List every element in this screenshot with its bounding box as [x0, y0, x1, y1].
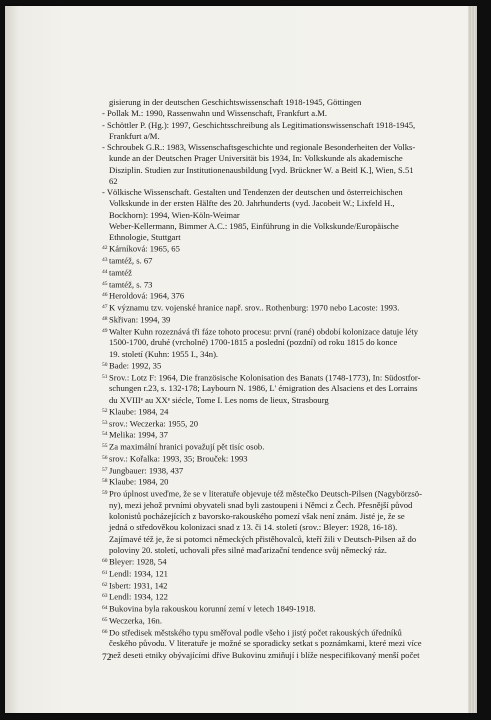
footnote-line-60 [102, 556, 475, 568]
footnote-line-56 [102, 453, 475, 465]
text-line [102, 383, 475, 394]
footnote-number: 44 [102, 268, 108, 275]
text-line [102, 545, 475, 556]
footnote-line-42 [102, 243, 475, 255]
footnote-line-51 [102, 372, 475, 384]
footnote-line-64 [102, 603, 475, 615]
footnote-line-58 [102, 476, 475, 488]
page-number: 72 [102, 653, 112, 663]
footnote-number: 46 [102, 292, 108, 299]
footnote-number: 55 [102, 443, 108, 449]
text-line [102, 534, 475, 545]
text-line [102, 131, 475, 142]
text-line [102, 337, 475, 348]
text-line [102, 108, 475, 119]
footnote-line-62 [102, 580, 475, 592]
footnote-number: 56 [102, 454, 108, 461]
footnote-line-57 [102, 465, 475, 477]
footnote-text: než deseti etniky obývajícími dříve Bukovinu zmiňují i blíže nespecifikovaný menší počet [109, 649, 420, 660]
footnote-text: Lendl: 1934, 121 [109, 568, 168, 579]
footnote-text: Frankfurt a/M. [109, 130, 160, 141]
footnote-number: 42 [102, 245, 108, 252]
text-line [102, 522, 475, 533]
footnote-number: 49 [102, 327, 108, 334]
footnote-line-53 [102, 418, 475, 430]
footnote-text: ny), mezi jehož prvními obyvateli snad byli zastoupeni i Němci z Čech. Přesnější původ [109, 499, 413, 510]
footnote-text: Melika: 1994, 37 [109, 429, 168, 440]
text-line [102, 395, 475, 406]
footnote-text: tamtéž, s. 73 [109, 279, 153, 289]
text-line [102, 210, 475, 221]
footnote-line-63 [102, 591, 475, 603]
text-line [102, 187, 475, 198]
footnote-text: Weber-Kellermann, Bimmer A.C.: 1985, Einführung in die Volkskunde/Europäische [109, 220, 399, 231]
footnote-text: Bleyer: 1928, 54 [109, 556, 167, 567]
text-line [102, 650, 475, 661]
footnote-text: Bockhorn): 1994, Wien-Köln-Weimar [109, 209, 240, 220]
footnote-number: 66 [102, 628, 108, 635]
text-line [102, 176, 475, 187]
footnote-text: Klaube: 1984, 24 [109, 406, 169, 417]
footnote-text: Heroldová: 1964, 376 [109, 290, 185, 301]
footnote-number: 65 [102, 616, 108, 623]
footnote-text: - Schroubek G.R.: 1983, Wissenschaftsgeschichte und regionale Besonderheiten der Volks- [102, 142, 416, 152]
footnote-text: Disziplin. Studien zur Institutionenausbildung [vyd. Brückner W. a Beitl K.], Wien, S.51 [109, 164, 414, 175]
footnote-text: Srov.: Lotz F: 1964, Die französische Kolonisation des Banats (1748-1773), In: Südostfor- [109, 372, 421, 382]
footnote-text: Volkskunde in der ersten Hälfte des 20. Jahrhunderts (vyd. Jacobeit W.; Lixfeld H., [109, 198, 395, 209]
footnote-line-55 [102, 441, 475, 453]
footnote-number: 52 [102, 407, 108, 414]
footnote-text: Bade: 1992, 35 [109, 360, 162, 371]
footnote-text: K významu tzv. vojenské hranice např. srov.. Rothenburg: 1970 nebo Lacoste: 1993. [109, 302, 400, 313]
text-line [102, 500, 475, 511]
footnote-text: kunde an der Deutschen Prager Universität bis 1934, In: Volkskunde als akademische [109, 153, 403, 164]
footnote-line-47 [102, 302, 475, 314]
footnote-text: srov.: Kořalka: 1993, 35; Brouček: 1993 [109, 453, 248, 464]
footnote-text: Walter Kuhn rozeznává tři fáze tohoto procesu: první (rané) období kolonizace datuje léty [109, 326, 419, 336]
footnote-line-52 [102, 406, 475, 418]
text-line [102, 221, 475, 232]
footnote-number: 51 [102, 373, 108, 380]
footnote-text: 19. století (Kuhn: 1955 I., 34n). [109, 348, 219, 359]
footnote-number: 63 [102, 593, 108, 600]
footnote-text: du XVIIIᵉ au XXᵉ siécle, Tome I. Les noms de lieux, Strasbourg [109, 394, 329, 405]
footnote-line-54 [102, 429, 475, 441]
footnote-text: Za maximální hranici považují pět tisíc osob. [109, 441, 265, 452]
text-line [102, 97, 475, 108]
footnote-line-45 [102, 279, 475, 291]
footnote-line-65 [102, 615, 475, 627]
footnote-text: kolonistů pocházejících z bavorsko-rakouského pomezí však není znám. Jisté je, že se [109, 511, 405, 521]
footnote-text: jedná o středověkou kolonizaci snad z 13. či 14. století (srov.: Bleyer: 1928, 16-18). [109, 522, 398, 533]
footnote-line-49 [102, 326, 475, 338]
book-page [5, 6, 477, 713]
footnote-number: 50 [102, 361, 108, 368]
text-line [102, 638, 475, 649]
footnotes-text [102, 97, 475, 661]
footnote-number: 43 [102, 257, 108, 263]
footnote-text: Do středisek městského typu směřoval podle všeho i jistý počet rakouských úředníků [109, 627, 402, 637]
footnote-text: - Schöttler P. (Hg.): 1997, Geschichtsschreibung als Legitimationswissenschaft 1918-1945, [102, 119, 416, 130]
text-line [102, 511, 475, 522]
footnote-number: 53 [102, 419, 108, 426]
footnote-text: Ethnologie, Stuttgart [109, 232, 181, 242]
footnote-text: 62 [109, 175, 118, 186]
footnote-text: 1500-1700, druhé (vrcholné) 1700-1815 a poslední (pozdní) od roku 1815 do konce [109, 337, 398, 348]
footnote-text: Kárníková: 1965, 65 [109, 243, 180, 254]
footnote-number: 54 [102, 431, 108, 438]
footnote-text: - Pollak M.: 1990, Rassenwahn und Wissenschaft, Frankfurt a.M. [102, 108, 328, 119]
text-line [102, 153, 475, 164]
text-line [102, 349, 475, 360]
footnote-line-59 [102, 488, 475, 500]
text-line [102, 142, 475, 153]
footnote-text: Skřivan: 1994, 39 [109, 314, 171, 325]
footnote-number: 64 [102, 605, 108, 611]
footnote-line-66 [102, 627, 475, 639]
footnote-text: poloviny 20. století, uchovali přes silné maďarizační tendence svůj německý ráz. [109, 544, 387, 555]
text-line [102, 120, 475, 131]
footnote-text: Lendl: 1934, 122 [109, 591, 168, 602]
text-line [102, 165, 475, 176]
footnote-text: Isbert: 1931, 142 [109, 580, 168, 590]
footnote-number: 58 [102, 478, 108, 485]
footnote-number: 60 [102, 558, 108, 564]
footnote-text: Jungbauer: 1938, 437 [109, 465, 184, 475]
footnote-text: - Völkische Wissenschaft. Gestalten und Tendenzen der deutschen und österreichischen [102, 187, 403, 197]
footnote-number: 62 [102, 581, 108, 588]
footnote-number: 48 [102, 315, 108, 322]
footnote-line-50 [102, 360, 475, 372]
footnote-line-43 [102, 255, 475, 267]
footnote-text: tamtéž, s. 67 [109, 255, 153, 266]
footnote-text: Pro úplnost uveďme, že se v literatuře objevuje též městečko Deutsch-Pilsen (Nagybörzsö- [109, 488, 422, 499]
footnote-text: Klaube: 1984, 20 [109, 476, 169, 487]
footnote-text: gisierung in der deutschen Geschichtswissenschaft 1918-1945, Göttingen [109, 97, 362, 107]
footnote-text: Bukovina byla rakouskou korunní zemí v letech 1849-1918. [109, 603, 316, 614]
footnote-text: českého původu. V literatuře je možné se sporadicky setkat s poznámkami, které mezi více [109, 638, 422, 649]
footnote-number: 61 [102, 569, 108, 576]
footnote-text: tamtéž [109, 267, 132, 278]
footnote-text: srov.: Weczerka: 1955, 20 [109, 418, 199, 428]
footnote-number: 47 [102, 304, 108, 310]
footnote-number: 45 [102, 280, 108, 287]
footnote-number: 59 [102, 490, 108, 496]
footnote-text: Weczerka, 16n. [109, 615, 162, 626]
footnote-line-48 [102, 314, 475, 326]
footnote-number: 57 [102, 466, 108, 473]
footnote-line-61 [102, 568, 475, 580]
footnote-line-46 [102, 290, 475, 302]
text-line [102, 232, 475, 243]
footnote-text: Zajímavé též je, že si potomci německých přistěhovalců, kteří žili v Deutsch-Pilsen až do [109, 533, 417, 544]
text-line [102, 198, 475, 209]
footnote-text: schungen r.23, s. 132-178; Laybourn N. 1986, L' émigration des Alsaciens et des Lorrains [109, 383, 418, 394]
footnote-line-44 [102, 267, 475, 279]
